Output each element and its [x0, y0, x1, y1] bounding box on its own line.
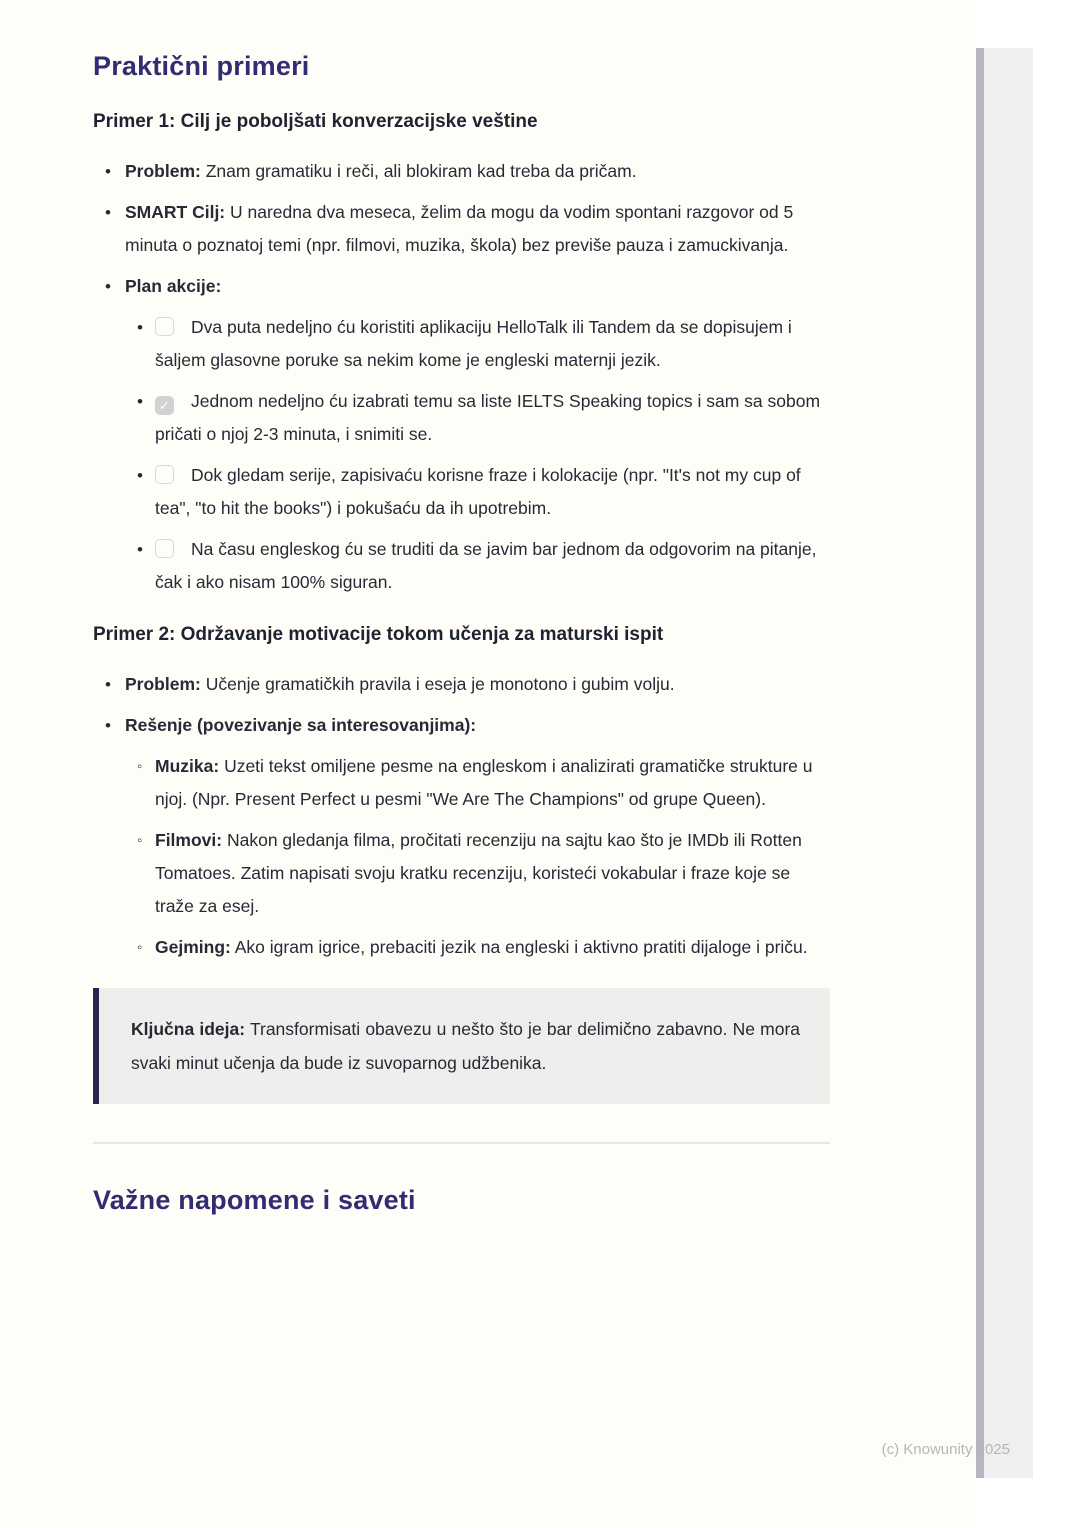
checkbox-icon[interactable]	[155, 465, 174, 484]
checklist-item	[137, 311, 830, 377]
bullet-disc-icon: •	[105, 675, 111, 694]
primer2-sublist	[93, 750, 830, 964]
callout-text: Transformisati obavezu u nešto što je bar delimično zabavno. Ne mora svaki minut učenja da bude iz suvoparnog udžbenika.	[131, 1019, 801, 1073]
item-text: Ako igram igrice, prebaciti jezik na engleski i aktivno pratiti dijaloge i priču.	[234, 937, 808, 957]
list-item	[105, 270, 830, 303]
item-text: U naredna dva meseca, želim da mogu da vodim spontani razgovor od 5 minuta o poznatoj temi (npr. filmovi, muzika, škola) bez previše pauza i zamuckivanja.	[125, 202, 794, 255]
bullet-circle-icon: ◦	[137, 939, 143, 956]
bullet-disc-icon: •	[105, 203, 111, 222]
item-label: Filmovi:	[155, 830, 223, 850]
bullet-disc-icon: •	[105, 716, 111, 735]
callout-label: Ključna ideja:	[131, 1019, 246, 1039]
primer1-list	[93, 155, 830, 599]
sublist-item	[137, 931, 830, 964]
scrollbar-thumb[interactable]	[976, 48, 984, 1478]
list-item	[105, 155, 830, 188]
item-label: Gejming:	[155, 937, 231, 957]
checklist-item	[137, 385, 830, 451]
scrollbar-track[interactable]	[976, 48, 1033, 1478]
bullet-disc-icon: •	[137, 466, 143, 485]
checkbox-icon[interactable]	[155, 539, 174, 558]
bullet-disc-icon: •	[105, 162, 111, 181]
document-content	[93, 0, 830, 1216]
checkbox-checked-icon[interactable]	[155, 396, 174, 415]
bullet-disc-icon: •	[137, 318, 143, 337]
item-text: Nakon gledanja filma, pročitati recenziju na sajtu kao što je IMDb ili Rotten Tomatoes. Zatim napisati svoju kratku recenziju, koristeći vokabular i fraze koje se traže za esej.	[155, 830, 802, 916]
list-item	[105, 196, 830, 262]
item-label: Plan akcije:	[125, 276, 222, 296]
item-label: SMART Cilj:	[125, 202, 226, 222]
bullet-circle-icon: ◦	[137, 758, 143, 775]
key-idea-callout	[93, 988, 830, 1104]
item-label: Problem:	[125, 161, 201, 181]
copyright-watermark: (c) Knowunity 2025	[881, 1441, 1010, 1458]
primer1-heading: Primer 1: Cilj je poboljšati konverzacijske veštine	[93, 111, 538, 132]
primer2-heading: Primer 2: Održavanje motivacije tokom učenja za maturski ispit	[93, 624, 664, 645]
checklist-text: Dok gledam serije, zapisivaću korisne fraze i kolokacije (npr. "It's not my cup of tea", "to hit the books") i pokušaću da ih upotrebim.	[155, 465, 801, 518]
primer1-checklist	[93, 311, 830, 599]
list-item	[105, 709, 830, 742]
checkbox-icon[interactable]	[155, 317, 174, 336]
bullet-disc-icon: •	[105, 277, 111, 296]
sublist-item	[137, 750, 830, 816]
item-text: Uzeti tekst omiljene pesme na engleskom i analizirati gramatičke strukture u njoj. (Npr. Present Perfect u pesmi "We Are The Champions" od grupe Queen).	[155, 756, 813, 809]
sublist-item	[137, 824, 830, 923]
checklist-item	[137, 533, 830, 599]
checklist-item	[137, 459, 830, 525]
list-item	[105, 668, 830, 701]
primer2-list	[93, 668, 830, 964]
bullet-disc-icon: •	[137, 392, 143, 411]
item-label: Rešenje (povezivanje sa interesovanjima):	[125, 715, 477, 735]
item-label: Muzika:	[155, 756, 220, 776]
bullet-disc-icon: •	[137, 540, 143, 559]
checklist-text: Dva puta nedeljno ću koristiti aplikaciju HelloTalk ili Tandem da se dopisujem i šaljem glasovne poruke sa nekim kome je engleski maternji jezik.	[155, 317, 792, 370]
item-text: Znam gramatiku i reči, ali blokiram kad treba da pričam.	[205, 161, 637, 181]
section-divider	[93, 1142, 830, 1144]
section-title-vazne-napomene: Važne napomene i saveti	[93, 1185, 416, 1215]
checkmark-icon: ✓	[159, 398, 170, 413]
item-text: Učenje gramatičkih pravila i eseja je monotono i gubim volju.	[205, 674, 675, 694]
checklist-text: Jednom nedeljno ću izabrati temu sa liste IELTS Speaking topics i sam sa sobom pričati o njoj 2-3 minuta, i snimiti se.	[155, 391, 821, 444]
bullet-circle-icon: ◦	[137, 832, 143, 849]
checklist-text: Na času engleskog ću se truditi da se javim bar jednom da odgovorim na pitanje, čak i ako nisam 100% siguran.	[155, 539, 817, 592]
item-label: Problem:	[125, 674, 201, 694]
section-title-prakticni-primeri: Praktični primeri	[93, 51, 310, 81]
